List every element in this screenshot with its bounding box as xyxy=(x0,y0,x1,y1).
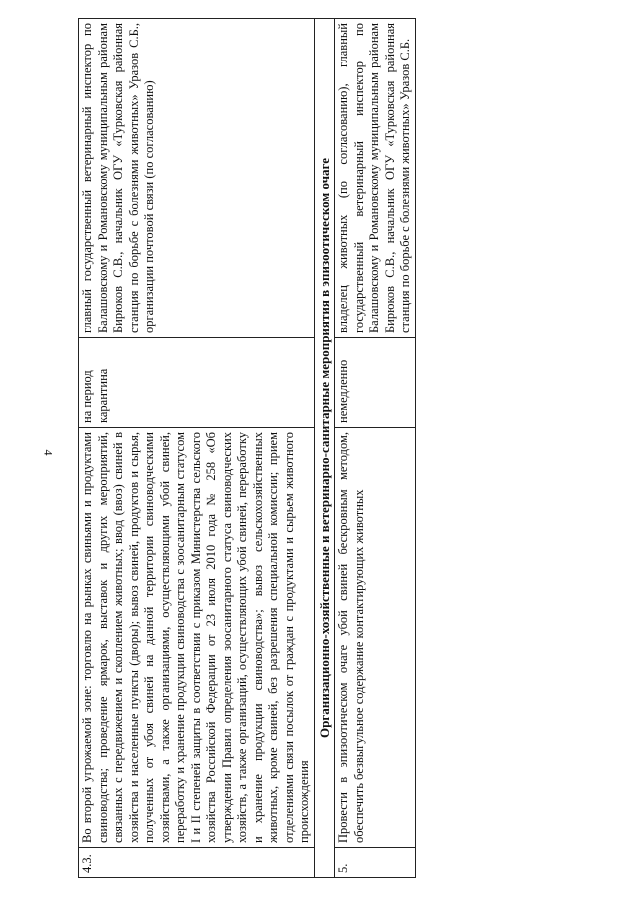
term-cell: на период карантина xyxy=(79,338,315,428)
section-header-row xyxy=(314,19,335,878)
table-row xyxy=(79,19,315,878)
responsible-cell: главный государственный ветеринарный инспектор по Балашовскому и Романовскому муниципальным районам Бирюков С.В., начальник ОГУ «Турковская районная станция по борьбе с болезнями животных» Уразов С.Б., организации почтовой связи (по согласованию) xyxy=(79,19,315,338)
row-number: 5. xyxy=(335,848,416,878)
measures-table xyxy=(78,18,416,878)
page-number: 4 xyxy=(41,449,56,456)
responsible-cell: владелец животных (по согласованию), главный государственный ветеринарный инспектор по Балашовскому и Романовскому муниципальным районам Бирюков С.В., начальник ОГУ «Турковская районная станция по борьбе с болезнями животных» Уразов С.Б. xyxy=(335,19,416,338)
row-number: 4.3. xyxy=(79,848,315,878)
measure-text: Во второй угрожаемой зоне: торговлю на рынках свиньями и продуктами свиноводства; проведение ярмарок, выставок и других мероприятий, связанных с передвижением и скоплением животных; ввод (ввоз) свиней в хозяйства и населенные пункты (дворы); вывоз свиней, продуктов и сырья, полученных от убоя свиней на данной территории свиноводческими хозяйствами, а также организациями, осуществляющими убой свиней, переработку и хранение продукции свиноводства с зоосанитарным статусом I и II степеней защиты в соответствии с приказом Министерства сельского хозяйства Российской Федерации от 23 июля 2010 года № 258 «Об утверждении Правил определения зоосанитарного статуса свиноводческих хозяйств, а также организаций, осуществляющих убой свиней, переработку и хранение продукции свиноводства»; вывоз сельскохозяйственных животных, кроме свиней, без разрешения специальной комиссии; прием отделениями связи посылок от граждан с продуктами и сырьем животного происхождения xyxy=(79,428,315,848)
rotated-table-container xyxy=(78,18,553,878)
term-cell: немедленно xyxy=(335,338,416,428)
table-row xyxy=(335,19,416,878)
section-title: Организационно-хозяйственные и ветеринарно-санитарные мероприятия в эпизоотическом очаге xyxy=(314,19,335,878)
measure-text: Провести в эпизоотическом очаге убой свиней бескровным методом, обеспечить безвыгульное содержание контактирующих животных xyxy=(335,428,416,848)
